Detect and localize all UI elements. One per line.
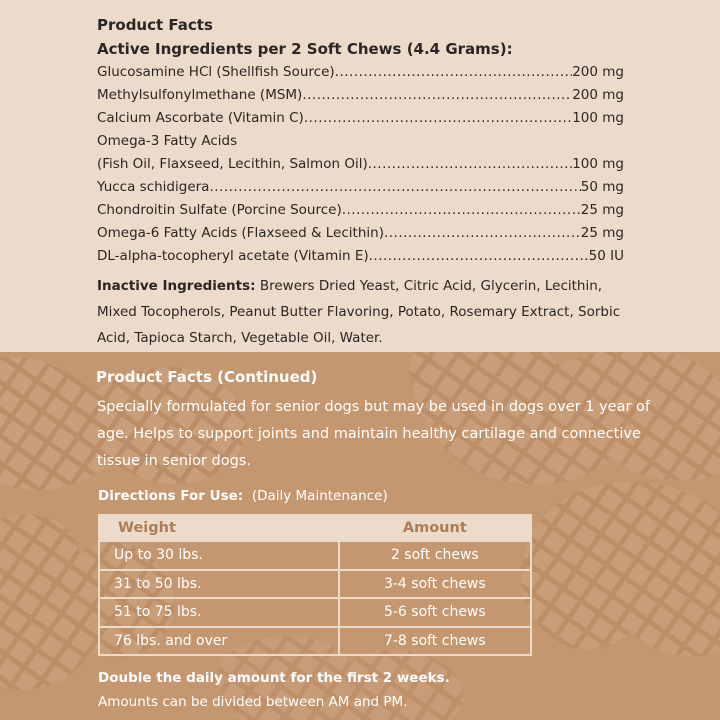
active-ingredients-list — [97, 64, 624, 271]
dot-leader — [302, 87, 572, 103]
directions-note: (Daily Maintenance) — [251, 488, 388, 504]
ingredient-row — [97, 110, 624, 133]
ingredient-row — [97, 202, 624, 225]
amount-cell: 5-6 soft chews — [339, 598, 531, 627]
inactive-ingredients-text: Brewers Dried Yeast, Citric Acid, Glycerin, Lecithin, Mixed Tocopherols, Peanut Butter Flavoring, Potato, Rosemary Extract, Sorbic Acid, Tapioca Starch, Vegetable Oil, Water. — [97, 278, 621, 346]
ingredient-amount: 100 mg — [572, 156, 624, 172]
initial-dose-note: Double the daily amount for the first 2 weeks. — [98, 670, 450, 686]
dot-leader — [368, 156, 573, 172]
ingredient-amount: 200 mg — [572, 87, 624, 103]
continued-content — [0, 352, 720, 720]
amount-cell: 2 soft chews — [339, 541, 531, 570]
inactive-ingredients — [97, 273, 627, 351]
ingredient-row — [97, 156, 624, 179]
ingredient-amount: 200 mg — [572, 64, 624, 80]
ingredient-row — [97, 133, 624, 156]
dot-leader — [342, 202, 581, 218]
ingredient-row — [97, 64, 624, 87]
ingredient-name: Calcium Ascorbate (Vitamin C) — [97, 110, 304, 126]
ingredient-amount: 50 IU — [588, 248, 624, 264]
dot-leader — [335, 64, 573, 80]
weight-cell: Up to 30 lbs. — [99, 541, 339, 570]
amount-column-header: Amount — [339, 515, 531, 541]
weight-column-header: Weight — [99, 515, 339, 541]
directions-heading — [98, 488, 388, 504]
amount-cell: 3-4 soft chews — [339, 570, 531, 599]
weight-cell: 31 to 50 lbs. — [99, 570, 339, 599]
continued-title: Product Facts (Continued) — [96, 368, 318, 386]
active-ingredients-heading: Active Ingredients per 2 Soft Chews (4.4 Grams): — [97, 40, 513, 58]
dosage-table — [98, 514, 532, 656]
table-row — [99, 627, 531, 656]
dot-leader — [304, 110, 572, 126]
ingredient-name: Glucosamine HCl (Shellfish Source) — [97, 64, 335, 80]
ingredient-name: Chondroitin Sulfate (Porcine Source) — [97, 202, 342, 218]
ingredient-row — [97, 225, 624, 248]
ingredient-name: Yucca schidigera — [97, 179, 210, 195]
table-header-row — [99, 515, 531, 541]
dot-leader — [369, 248, 589, 264]
product-facts-section — [0, 0, 720, 352]
ingredient-amount: 25 mg — [580, 202, 624, 218]
product-facts-title: Product Facts — [97, 16, 213, 34]
dot-leader — [384, 225, 581, 241]
product-description: Specially formulated for senior dogs but may be used in dogs over 1 year of age. Helps to support joints and maintain healthy cartilage and connective tissue in senior dogs. — [97, 399, 651, 469]
ingredient-row — [97, 87, 624, 110]
inactive-ingredients-label: Inactive Ingredients: — [97, 278, 256, 294]
product-facts-continued-section — [0, 352, 720, 720]
directions-label: Directions For Use: — [98, 488, 244, 504]
ingredient-row — [97, 248, 624, 271]
ingredient-name: (Fish Oil, Flaxseed, Lecithin, Salmon Oil) — [97, 156, 368, 172]
table-row — [99, 541, 531, 570]
ingredient-name: Methylsulfonylmethane (MSM) — [97, 87, 303, 103]
ingredient-row — [97, 179, 624, 202]
dot-leader — [209, 179, 580, 195]
ingredient-name: Omega-3 Fatty Acids — [97, 133, 238, 149]
weight-cell: 76 lbs. and over — [99, 627, 339, 656]
ingredient-name: DL-alpha-tocopheryl acetate (Vitamin E) — [97, 248, 369, 264]
ingredient-amount: 25 mg — [580, 225, 624, 241]
ingredient-amount: 50 mg — [580, 179, 624, 195]
table-row — [99, 570, 531, 599]
weight-cell: 51 to 75 lbs. — [99, 598, 339, 627]
table-row — [99, 598, 531, 627]
divide-dose-note: Amounts can be divided between AM and PM. — [98, 694, 408, 710]
ingredient-name: Omega-6 Fatty Acids (Flaxseed & Lecithin) — [97, 225, 384, 241]
ingredient-amount: 100 mg — [572, 110, 624, 126]
amount-cell: 7-8 soft chews — [339, 627, 531, 656]
